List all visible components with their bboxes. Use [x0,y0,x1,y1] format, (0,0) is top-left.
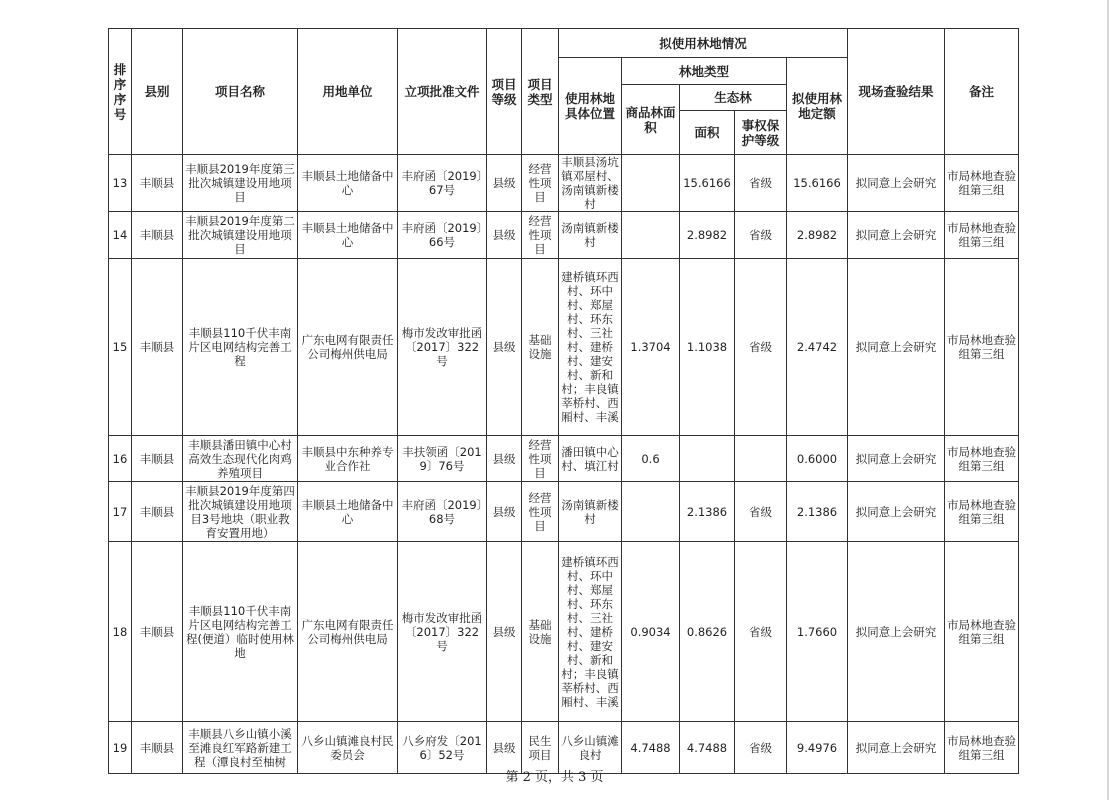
row-level: 县级 [487,155,522,212]
row-eco-protect: 省级 [735,155,787,212]
row-eco-protect: 省级 [735,482,787,542]
row-inspection: 拟同意上会研究 [848,155,945,212]
row-county: 丰顺县 [132,542,183,722]
row-approval: 丰府函〔2019〕68号 [398,482,487,542]
row-type: 经营性项目 [522,436,559,482]
page-footer: 第 2 页，共 3 页 [505,770,604,785]
header-forest-type: 林地类型 [622,58,787,85]
table-row [109,542,1019,722]
row-name: 丰顺县八乡山镇小溪至滩良红军路新建工程（潭良村至柚树 [183,722,298,774]
row-level: 县级 [487,482,522,542]
row-commercial: 0.9034 [622,542,680,722]
row-approval: 梅市发改审批函〔2017〕322号 [398,259,487,436]
row-name: 丰顺县110千伏丰南片区电网结构完善工程 [183,259,298,436]
header-type: 项目类型 [522,29,559,155]
row-level: 县级 [487,542,522,722]
row-name: 丰顺县潘田镇中心村高效生态现代化肉鸡养殖项目 [183,436,298,482]
row-type: 基础设施 [522,259,559,436]
row-name: 丰顺县2019年度第三批次城镇建设用地项目 [183,155,298,212]
row-location: 汤南镇新楼村 [559,482,622,542]
row-remarks: 市局林地查验组第三组 [945,436,1019,482]
row-seq: 13 [109,155,132,212]
row-approval: 八乡府发〔2016〕52号 [398,722,487,774]
row-eco-area: 0.8626 [680,542,735,722]
row-location: 汤南镇新楼村 [559,212,622,259]
row-seq: 17 [109,482,132,542]
row-type: 经营性项目 [522,482,559,542]
row-level: 县级 [487,436,522,482]
row-remarks: 市局林地查验组第三组 [945,482,1019,542]
row-quota: 2.4742 [787,259,848,436]
row-level: 县级 [487,212,522,259]
forest-land-table [108,28,1019,774]
row-inspection: 拟同意上会研究 [848,212,945,259]
row-approval: 丰扶领函〔2019〕76号 [398,436,487,482]
table-row [109,436,1019,482]
row-quota: 0.6000 [787,436,848,482]
row-commercial [622,155,680,212]
row-seq: 14 [109,212,132,259]
row-eco-area: 2.1386 [680,482,735,542]
row-approval: 丰府函〔2019〕67号 [398,155,487,212]
row-location: 建桥镇环西村、环中村、郑屋村、环东村、三社村、建桥村、建安村、新和村；丰良镇莘桥村、西厢村、丰溪 [559,259,622,436]
table-row [109,212,1019,259]
row-seq: 18 [109,542,132,722]
row-county: 丰顺县 [132,259,183,436]
row-commercial [622,482,680,542]
table-row [109,155,1019,212]
row-location: 建桥镇环西村、环中村、郑屋村、环东村、三社村、建桥村、建安村、新和村；丰良镇莘桥村、西厢村、丰溪 [559,542,622,722]
row-quota: 1.7660 [787,542,848,722]
row-inspection: 拟同意上会研究 [848,722,945,774]
row-commercial: 0.6 [622,436,680,482]
row-inspection: 拟同意上会研究 [848,259,945,436]
row-eco-protect: 省级 [735,259,787,436]
row-type: 民生项目 [522,722,559,774]
row-seq: 15 [109,259,132,436]
row-inspection: 拟同意上会研究 [848,542,945,722]
header-eco-area: 面积 [680,111,735,155]
row-type: 经营性项目 [522,155,559,212]
row-quota: 2.8982 [787,212,848,259]
header-inspection: 现场查验结果 [848,29,945,155]
row-unit: 八乡山镇滩良村民委员会 [298,722,398,774]
row-unit: 广东电网有限责任公司梅州供电局 [298,259,398,436]
row-commercial: 1.3704 [622,259,680,436]
row-remarks: 市局林地查验组第三组 [945,155,1019,212]
header-approval: 立项批准文件 [398,29,487,155]
header-group: 拟使用林地情况 [559,29,848,58]
row-approval: 丰府函〔2019〕66号 [398,212,487,259]
row-unit: 丰顺县土地储备中心 [298,155,398,212]
row-eco-area: 15.6166 [680,155,735,212]
row-location: 八乡山镇滩良村 [559,722,622,774]
row-eco-protect [735,436,787,482]
row-commercial [622,212,680,259]
table-row [109,259,1019,436]
row-name: 丰顺县110千伏丰南片区电网结构完善工程(便道）临时使用林地 [183,542,298,722]
row-eco-protect: 省级 [735,542,787,722]
row-eco-area: 2.8982 [680,212,735,259]
row-eco-area: 4.7488 [680,722,735,774]
header-eco-protect: 事权保护等级 [735,111,787,155]
row-eco-protect: 省级 [735,722,787,774]
row-level: 县级 [487,259,522,436]
header-seq: 排序序号 [109,29,132,155]
header-location: 使用林地具体位置 [559,58,622,155]
row-unit: 丰顺县中东种养专业合作社 [298,436,398,482]
row-eco-area [680,436,735,482]
header-remarks: 备注 [945,29,1019,155]
row-remarks: 市局林地查验组第三组 [945,722,1019,774]
header-commercial: 商品林面积 [622,85,680,155]
row-approval: 梅市发改审批函〔2017〕322号 [398,542,487,722]
row-location: 潘田镇中心村、填江村 [559,436,622,482]
header-quota: 拟使用林地定额 [787,58,848,155]
row-county: 丰顺县 [132,155,183,212]
row-seq: 16 [109,436,132,482]
row-unit: 广东电网有限责任公司梅州供电局 [298,542,398,722]
header-unit: 用地单位 [298,29,398,155]
row-county: 丰顺县 [132,482,183,542]
header-ecological: 生态林 [680,85,787,111]
row-inspection: 拟同意上会研究 [848,436,945,482]
row-name: 丰顺县2019年度第四批次城镇建设用地项目3号地块（职业教育安置用地） [183,482,298,542]
row-quota: 15.6166 [787,155,848,212]
row-quota: 9.4976 [787,722,848,774]
table-row [109,482,1019,542]
header-county: 县别 [132,29,183,155]
row-commercial: 4.7488 [622,722,680,774]
row-location: 丰顺县汤坑镇邓屋村、汤南镇新楼村 [559,155,622,212]
row-remarks: 市局林地查验组第三组 [945,212,1019,259]
row-county: 丰顺县 [132,722,183,774]
row-remarks: 市局林地查验组第三组 [945,259,1019,436]
row-eco-protect: 省级 [735,212,787,259]
row-eco-area: 1.1038 [680,259,735,436]
row-type: 基础设施 [522,542,559,722]
row-level: 县级 [487,722,522,774]
row-type: 经营性项目 [522,212,559,259]
row-quota: 2.1386 [787,482,848,542]
row-county: 丰顺县 [132,212,183,259]
row-inspection: 拟同意上会研究 [848,482,945,542]
row-remarks: 市局林地查验组第三组 [945,542,1019,722]
header-name: 项目名称 [183,29,298,155]
row-unit: 丰顺县土地储备中心 [298,482,398,542]
header-level: 项目等级 [487,29,522,155]
row-seq: 19 [109,722,132,774]
row-county: 丰顺县 [132,436,183,482]
row-unit: 丰顺县土地储备中心 [298,212,398,259]
row-name: 丰顺县2019年度第二批次城镇建设用地项目 [183,212,298,259]
